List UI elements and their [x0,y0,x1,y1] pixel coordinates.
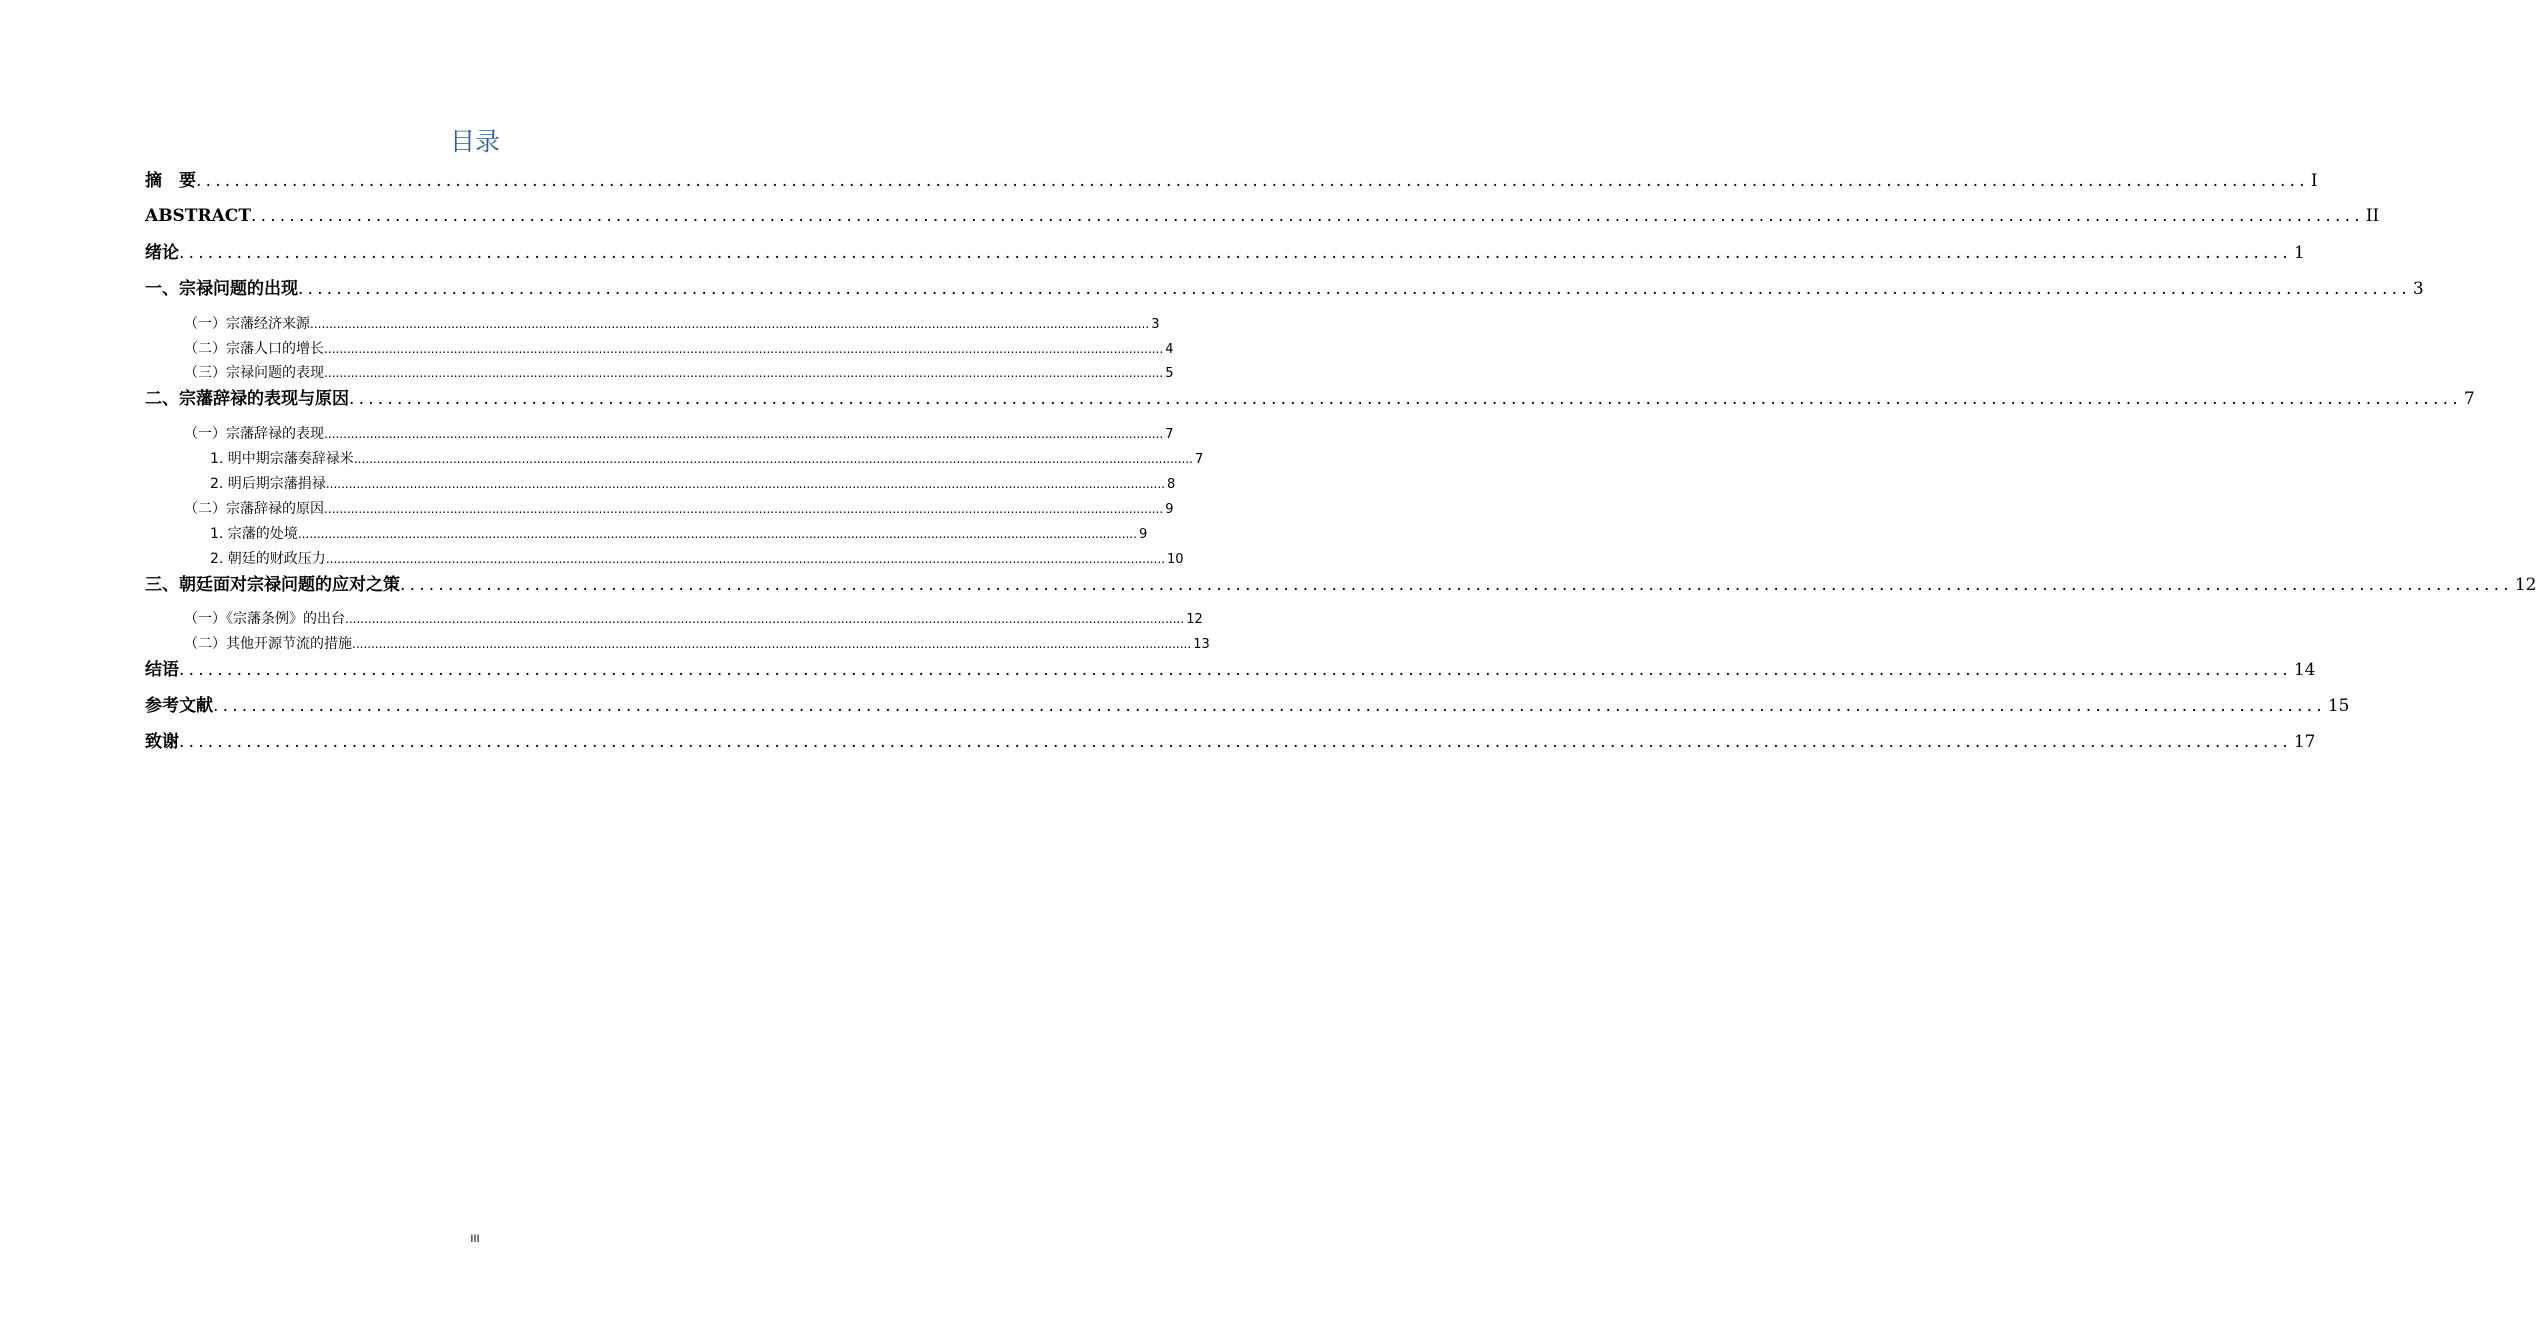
toc-entry[interactable] [184,423,1174,445]
toc-leader: ............................................................................................................................................................................................................................ [352,637,1192,651]
toc-leader: ............................................................................................................................................................................................................................ [297,527,1137,541]
toc-entry-page: 15 [2327,696,2350,716]
toc-leader: ............................................................................................................................................................................................................................ [250,206,2364,226]
toc-entry-page: 3 [1151,317,1160,332]
toc-leader: ............................................................................................................................................................................................................................ [324,502,1164,516]
toc-leader: ............................................................................................................................................................................................................................ [400,575,2513,595]
toc-entry[interactable] [184,633,1210,655]
toc-entry[interactable] [145,572,2536,598]
toc-leader: ............................................................................................................................................................................................................................ [325,477,1165,491]
toc-entry-page: 12 [2514,575,2536,595]
toc-entry[interactable] [145,276,2424,302]
footer-page-number: III [470,1233,480,1245]
toc-entry[interactable] [210,523,1148,545]
toc-entry-text: （二）其他开源节流的措施 [184,636,352,652]
toc-entry[interactable] [145,203,2380,229]
toc-entry-text: （三）宗禄问题的表现 [184,365,324,381]
toc-entry-page: 4 [1165,342,1174,357]
toc-entry-text: 结语 [145,660,179,680]
toc-entry-page: 14 [2293,660,2316,680]
toc-entry-text: 二、宗藩辞禄的表现与原因 [145,389,349,409]
toc-entry-page: 17 [2293,732,2316,752]
toc-entry-page: 3 [2412,279,2424,299]
toc-leader: ............................................................................................................................................................................................................................ [353,452,1193,466]
toc-entry-page: II [2365,206,2380,226]
toc-leader: ............................................................................................................................................................................................................................ [179,660,2292,680]
toc-entry-text: （二）宗藩辞禄的原因 [184,501,324,517]
toc-entry-page: 12 [1186,612,1203,627]
toc-entry-text: （一）宗藩辞禄的表现 [184,426,324,442]
toc-leader: ............................................................................................................................................................................................................................ [324,427,1164,441]
toc-entry[interactable] [184,338,1174,360]
toc-leader: ............................................................................................................................................................................................................................ [324,342,1164,356]
toc-entry-text: 三、朝廷面对宗禄问题的应对之策 [145,575,400,595]
toc-leader: ............................................................................................................................................................................................................................ [298,279,2411,299]
page-title: 目录 [449,127,500,156]
toc-entry-text: 绪论 [145,243,179,263]
toc-entry-text: 2. 朝廷的财政压力 [210,551,326,567]
toc-entry-text: 致谢 [145,732,179,752]
toc-entry[interactable] [210,448,1204,470]
toc-entry-page: 7 [2463,389,2475,409]
toc-leader: ............................................................................................................................................................................................................................ [213,696,2326,716]
toc-entry[interactable] [210,473,1176,495]
toc-entry-text: （一）《宗藩条例》的出台 [184,611,345,627]
toc-entry-page: 1 [2293,243,2305,263]
toc-entry[interactable] [184,608,1203,630]
toc-entry-page: 9 [1165,502,1174,517]
toc-entry-text: 参考文献 [145,696,213,716]
toc-leader: ............................................................................................................................................................................................................................ [345,612,1185,626]
toc-entry[interactable] [184,313,1160,335]
toc-entry[interactable] [145,386,2475,412]
toc-entry[interactable] [184,498,1174,520]
toc-entry-page: I [2310,171,2318,191]
toc-entry[interactable] [210,548,1184,570]
toc-entry-page: 10 [1167,552,1184,567]
toc-entry[interactable] [184,362,1174,384]
toc-leader: ............................................................................................................................................................................................................................ [179,243,2292,263]
toc-entry[interactable] [145,240,2305,266]
toc-entry-text: 1. 宗藩的处境 [210,526,298,542]
toc-entry-page: 13 [1193,637,1210,652]
toc-entry-text: 2. 明后期宗藩捐禄 [210,476,326,492]
toc-entry-text: 1. 明中期宗藩奏辞禄米 [210,451,354,467]
toc-entry-page: 7 [1195,452,1204,467]
toc-entry-text: （二）宗藩人口的增长 [184,341,324,357]
toc-entry[interactable] [145,693,2350,719]
toc-leader: ............................................................................................................................................................................................................................ [310,317,1150,331]
toc-entry-page: 8 [1167,477,1176,492]
toc-entry-page: 9 [1139,527,1148,542]
toc-entry-text: 一、宗禄问题的出现 [145,279,298,299]
toc-leader: ............................................................................................................................................................................................................................ [324,366,1164,380]
toc-entry[interactable] [145,168,2318,194]
toc-leader: ............................................................................................................................................................................................................................ [179,732,2292,752]
toc-leader: ............................................................................................................................................................................................................................ [325,552,1165,566]
toc-entry-page: 5 [1165,366,1174,381]
toc-entry[interactable] [145,729,2316,755]
toc-entry-text: （一）宗藩经济来源 [184,316,310,332]
toc-leader: ............................................................................................................................................................................................................................ [349,389,2462,409]
toc-entry-page: 7 [1165,427,1174,442]
toc-leader: ............................................................................................................................................................................................................................ [196,171,2309,191]
toc-entry-text: 摘 要 [145,171,196,191]
toc-entry-text: ABSTRACT [145,206,251,226]
toc-entry[interactable] [145,657,2316,683]
